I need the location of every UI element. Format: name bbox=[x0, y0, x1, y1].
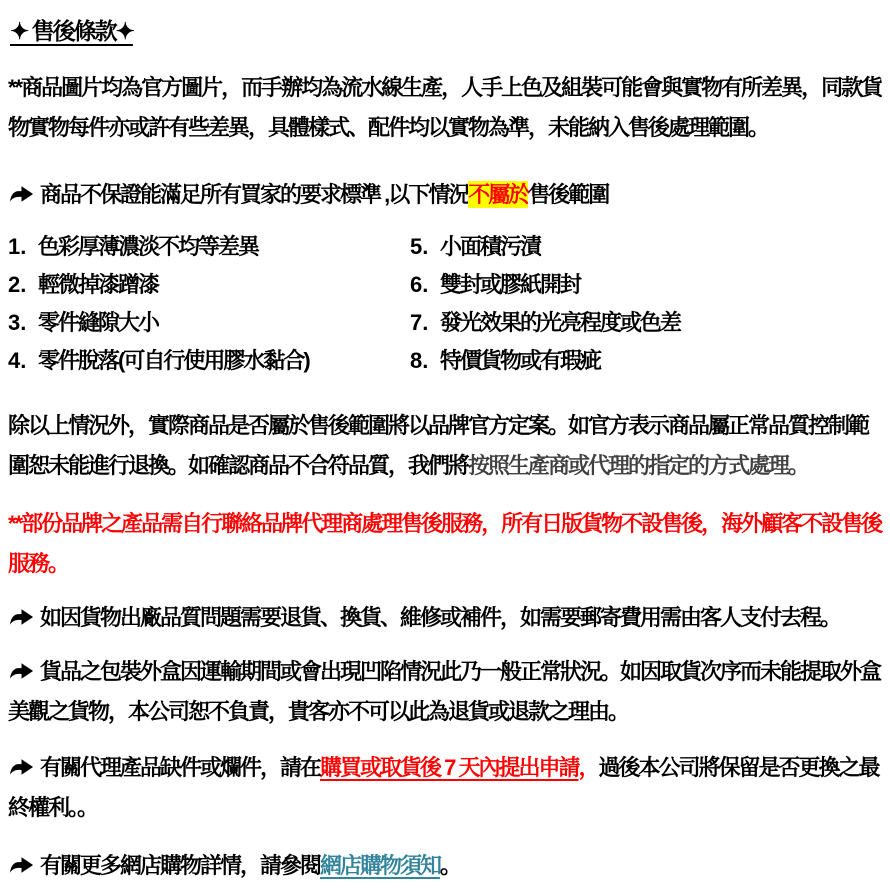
list-item-text: 輕微掉漆蹭漆 bbox=[38, 272, 159, 297]
page-title: ✦ 售後條款✦ bbox=[10, 18, 133, 44]
policy-text-gray: 按照生產商或代理的指定的方式處理。 bbox=[468, 453, 809, 478]
shop-notice-link[interactable]: 網店購物須知 bbox=[320, 853, 441, 878]
exclusions-list bbox=[8, 228, 882, 380]
list-item bbox=[410, 342, 882, 380]
note-missing-parts-claim bbox=[8, 748, 882, 828]
right-arrow-icon bbox=[8, 608, 35, 626]
claim-prefix: 有關代理產品缺件或爛件，請在 bbox=[40, 755, 321, 780]
list-item-text: 發光效果的光亮程度或色差 bbox=[440, 310, 681, 335]
list-item bbox=[410, 228, 882, 266]
brand-agent-red-notice: **部份品牌之產品需自行聯絡品牌代理商處理售後服務，所有日版貨物不設售後，海外顧客不設售後服務。 bbox=[8, 511, 882, 576]
exclusions-heading-suffix: 售後範圍 bbox=[528, 182, 609, 207]
list-item bbox=[8, 228, 410, 266]
claim-deadline-emphasis: 購買或取貨後 7 天內提出申請 bbox=[320, 755, 579, 780]
list-item-text: 小面積污漬 bbox=[440, 234, 541, 259]
claim-comma: ， bbox=[578, 755, 599, 780]
list-item-number: 2. bbox=[8, 272, 27, 297]
exclusions-heading bbox=[8, 176, 882, 214]
more-info-suffix: 。 bbox=[440, 853, 461, 878]
note-return-shipping-text: 如因貨物出廠品質問題需要退貨、換貨、維修或補件，如需要郵寄費用需由客人支付去程。 bbox=[40, 605, 841, 630]
note-return-shipping bbox=[8, 598, 882, 638]
exclusions-heading-highlight: 不屬於 bbox=[468, 182, 529, 207]
policy-text-black: 除以上情況外，實際商品是否屬於售後範圍將以品牌官方定案。如官方表示商品屬正常品質控制範圍恕未能進行退換。如確認商品不合符品質，我們將 bbox=[8, 413, 869, 478]
list-item bbox=[8, 266, 410, 304]
list-item bbox=[8, 342, 410, 380]
list-item-number: 8. bbox=[410, 348, 429, 373]
note-packaging-dents-text: 貨品之包裝外盒因運輸期間或會出現凹陷情況此乃一般正常狀況。如因取貨次序而未能提取外盒美觀之貨物，本公司恕不負責，貴客亦不可以此為退貨或退款之理由。 bbox=[8, 659, 881, 724]
right-arrow-icon bbox=[8, 758, 35, 776]
list-item-number: 7. bbox=[410, 310, 429, 335]
claim-suffix: 過後本公司將保留是否更換之最終權利。。 bbox=[8, 755, 879, 820]
list-item bbox=[410, 266, 882, 304]
intro-paragraph: **商品圖片均為官方圖片，而手辦均為流水線生產，人手上色及組裝可能會與實物有所差異，同款貨物實物每件亦或許有些差異，具體樣式、配件均以實物為準，未能納入售後處理範圍。 bbox=[8, 75, 882, 140]
list-item-number: 4. bbox=[8, 348, 27, 373]
exclusions-heading-prefix: 商品不保證能滿足所有買家的要求標準 ,以下情況 bbox=[40, 182, 469, 207]
list-item-number: 1. bbox=[8, 234, 27, 259]
more-info-prefix: 有關更多網店購物詳情，請參閱 bbox=[40, 853, 321, 878]
list-item-text: 零件脫落(可自行使用膠水黏合) bbox=[38, 348, 309, 373]
list-item-text: 零件縫隙大小 bbox=[38, 310, 159, 335]
policy-paragraph bbox=[8, 406, 882, 486]
list-item-text: 雙封或膠紙開封 bbox=[440, 272, 581, 297]
right-arrow-icon bbox=[8, 662, 35, 680]
list-item-text: 色彩厚薄濃淡不均等差異 bbox=[38, 234, 259, 259]
note-more-info bbox=[8, 846, 882, 886]
list-item-number: 5. bbox=[410, 234, 429, 259]
right-arrow-icon bbox=[8, 185, 35, 203]
right-arrow-icon bbox=[8, 856, 35, 874]
list-item bbox=[8, 304, 410, 342]
note-packaging-dents bbox=[8, 652, 882, 732]
list-item-number: 3. bbox=[8, 310, 27, 335]
list-item-number: 6. bbox=[410, 272, 429, 297]
list-item-text: 特價貨物或有瑕疵 bbox=[440, 348, 601, 373]
list-item bbox=[410, 304, 882, 342]
